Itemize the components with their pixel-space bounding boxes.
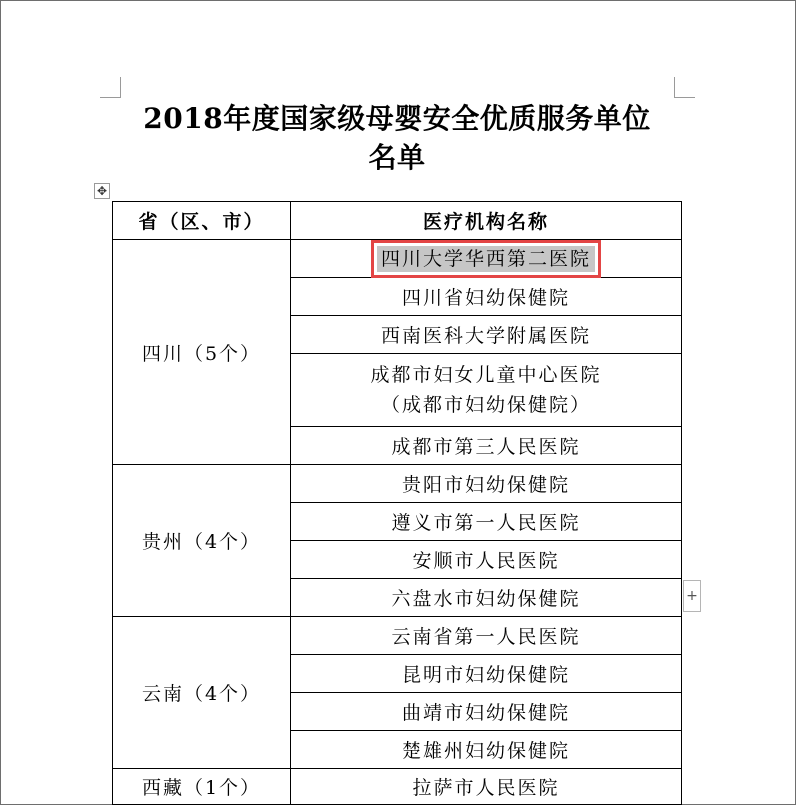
hospital-name-line1: 成都市妇女儿童中心医院 — [370, 364, 602, 386]
table-row — [113, 240, 682, 278]
hospital-cell[interactable]: 安顺市人民医院 — [291, 541, 682, 579]
hospital-table — [112, 201, 682, 805]
document-title-line1: 2018年度国家级母婴安全优质服务单位 — [143, 102, 651, 135]
region-cell: 四川（5个） — [113, 240, 291, 465]
table-row — [113, 769, 682, 805]
table-move-handle[interactable] — [94, 183, 110, 199]
hospital-cell[interactable]: 曲靖市妇幼保健院 — [291, 693, 682, 731]
hospital-cell[interactable]: 昆明市妇幼保健院 — [291, 655, 682, 693]
hospital-cell[interactable]: 成都市第三人民医院 — [291, 427, 682, 465]
hospital-cell[interactable] — [291, 354, 682, 427]
hospital-name-line2: （成都市妇幼保健院） — [380, 394, 591, 416]
move-cross-icon: ✥ — [96, 184, 108, 198]
hospital-cell[interactable] — [291, 240, 682, 278]
document-title-line2: 名单 — [368, 141, 426, 174]
table-row — [113, 465, 682, 503]
selected-text-highlight[interactable]: 四川大学华西第二医院 — [377, 246, 595, 272]
add-row-button[interactable] — [683, 580, 701, 612]
plus-icon: + — [686, 588, 698, 604]
hospital-cell[interactable]: 楚雄州妇幼保健院 — [291, 731, 682, 769]
hospital-cell[interactable]: 拉萨市人民医院 — [291, 769, 682, 805]
hospital-cell[interactable]: 云南省第一人民医院 — [291, 617, 682, 655]
header-region: 省（区、市） — [113, 202, 291, 240]
table-header-row — [113, 202, 682, 240]
hospital-cell[interactable]: 六盘水市妇幼保健院 — [291, 579, 682, 617]
crop-mark-top-left — [100, 77, 121, 98]
hospital-cell[interactable]: 贵阳市妇幼保健院 — [291, 465, 682, 503]
hospital-cell[interactable]: 遵义市第一人民医院 — [291, 503, 682, 541]
crop-mark-top-right — [674, 77, 695, 98]
header-hospital: 医疗机构名称 — [291, 202, 682, 240]
table-row — [113, 617, 682, 655]
hospital-cell[interactable]: 四川省妇幼保健院 — [291, 278, 682, 316]
region-cell: 云南（4个） — [113, 617, 291, 769]
region-cell: 西藏（1个） — [113, 769, 291, 805]
region-cell: 贵州（4个） — [113, 465, 291, 617]
hospital-cell[interactable]: 西南医科大学附属医院 — [291, 316, 682, 354]
